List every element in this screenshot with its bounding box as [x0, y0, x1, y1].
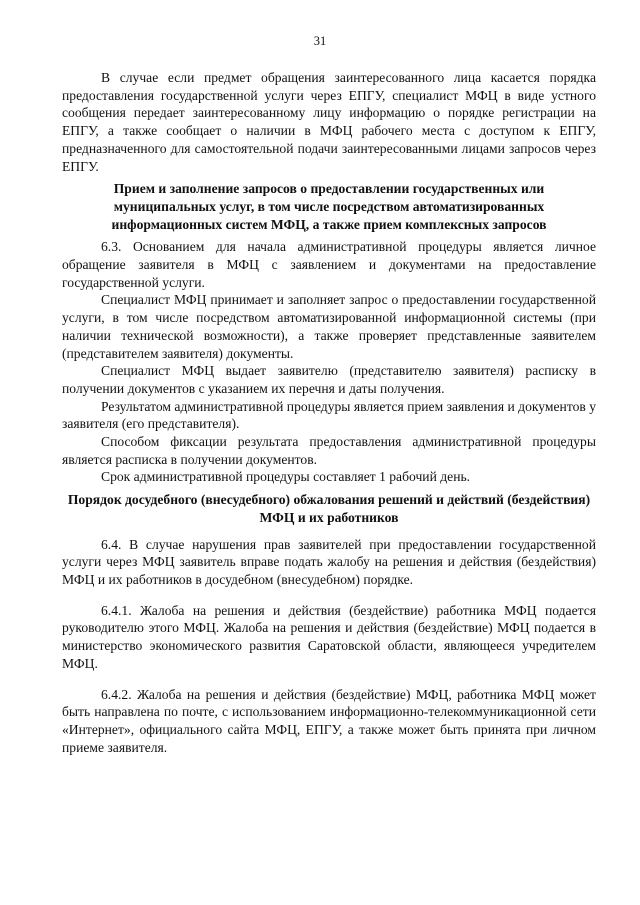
- paragraph-procedure-result: Результатом административной процедуры является прием заявления и документов у заявителя (его представителя).: [62, 398, 596, 432]
- document-body: [62, 69, 596, 756]
- page-number: 31: [313, 34, 327, 48]
- section-heading-requests: Прием и заполнение запросов о предоставлении государственных или муниципальных услуг, в том числе посредством автоматизированных информационных систем МФЦ, а также прием комплексных запросов: [111, 181, 547, 232]
- paragraph-fixation-method: Способом фиксации результата предоставления административной процедуры является расписка в получении документов.: [62, 434, 596, 467]
- paragraph-specialist-accepts: Специалист МФЦ принимает и заполняет запрос о предоставлении государственной услуги, в том числе посредством автоматизированной информационной системы (при наличии технической возможности), а также проверяет представленные заявителем (представителем заявителя) документы.: [62, 292, 596, 361]
- paragraph-6-4: 6.4. В случае нарушения прав заявителей при предоставлении государственной услуги через МФЦ заявитель вправе подать жалобу на решения и действия (бездействия) МФЦ и их работников в досудебном (внесудебном) порядке.: [62, 536, 596, 587]
- paragraph-procedure-term: Срок административной процедуры составляет 1 рабочий день.: [101, 469, 471, 485]
- paragraph-epgu-registration: В случае если предмет обращения заинтересованного лица касается порядка предоставления государственной услуги через ЕПГУ, специалист МФЦ в виде устного сообщения передает заинтересованному лицу информацию о порядке регистрации на ЕПГУ, а также сообщает о наличии в МФЦ рабочего места с доступом к ЕПГУ, предназначенного для самостоятельной подачи заинтересованными лицами запросов через ЕПГУ.: [62, 70, 596, 174]
- paragraph-specialist-receipt: Специалист МФЦ выдает заявителю (представителю заявителя) расписку в получении документов с указанием их перечня и даты получения.: [62, 363, 596, 396]
- section-heading-appeal: Порядок досудебного (внесудебного) обжалования решений и действий (бездействия) МФЦ и их работников: [67, 492, 591, 525]
- paragraph-6-3: 6.3. Основанием для начала административной процедуры является личное обращение заявителя в МФЦ с заявлением и документами на предоставление государственной услуги.: [62, 239, 596, 290]
- paragraph-6-4-2: 6.4.2. Жалоба на решения и действия (бездействие) МФЦ, работника МФЦ может быть направлена по почте, с использованием информационно-телекоммуникационной сети «Интернет», официального сайта МФЦ, ЕПГУ, а также может быть принята при личном приеме заявителя.: [62, 686, 596, 755]
- paragraph-6-4-1: 6.4.1. Жалоба на решения и действия (бездействие) работника МФЦ подается руководителю этого МФЦ. Жалоба на решения и действия (бездействие) МФЦ подается в министерство экономического развития Саратовской области, являющееся учредителем МФЦ.: [62, 602, 596, 671]
